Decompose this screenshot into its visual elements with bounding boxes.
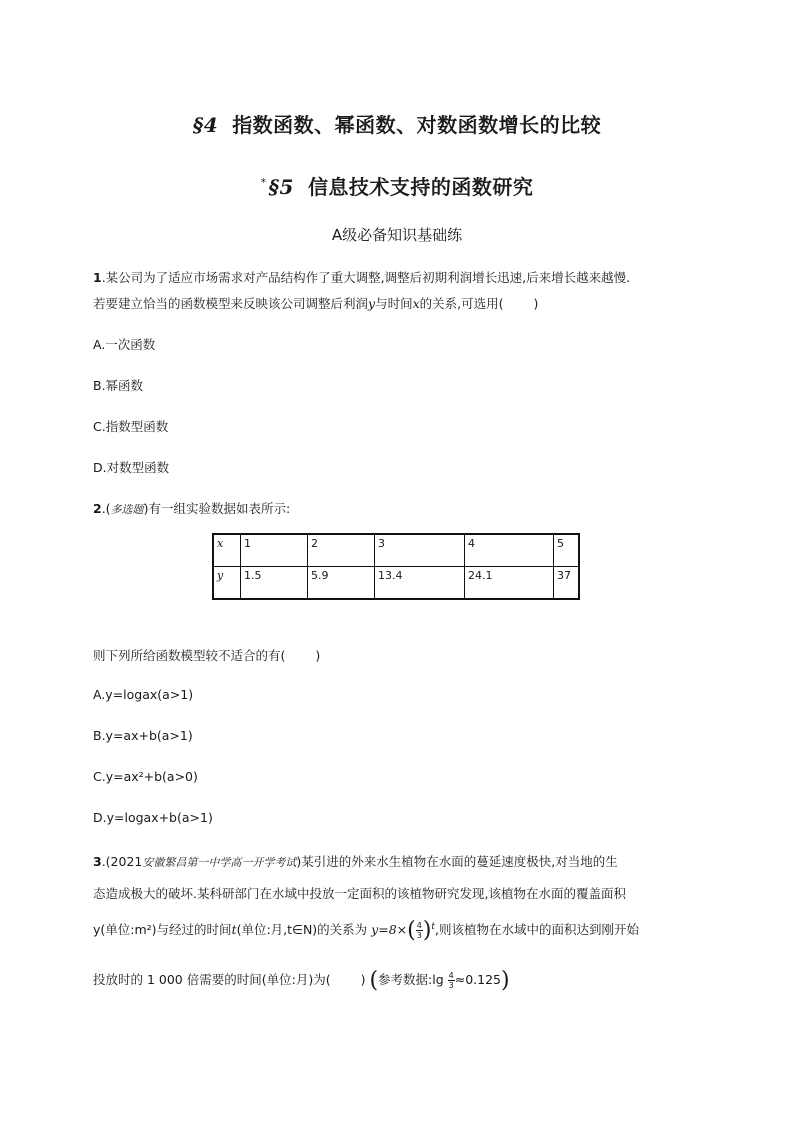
q2-option-a: A.y=logax(a>1) [93,687,194,702]
q3-text: .(2021 [101,854,143,869]
table-cell: x [213,534,241,567]
q3-var-t: t [231,922,237,937]
section-number: §4 [192,113,219,137]
q3-text: y(单位:m²)与经过的时间 [93,922,232,937]
section-title-5 [0,171,794,200]
q3-line2: 态造成极大的破坏.某科研部门在水域中投放一定面积的该植物研究发现,该植物在水面的覆盖面积 [93,886,626,901]
level-heading: A级必备知识基础练 [331,226,463,244]
table-cell: 37 [554,567,580,600]
q1-text: 的关系,可选用( [419,296,504,311]
q2-option-c: C.y=ax²+b(a>0) [93,769,198,784]
q3-text: 投放时的 1 000 倍需要的时间(单位:月)为( [93,972,331,987]
q2-option-d: D.y=logax+b(a>1) [93,810,213,825]
table-cell: 1.5 [241,567,308,600]
q1-paren-close: ) [533,296,539,311]
frac-numerator: 4 [448,971,454,980]
q3-reference-label: 参考数据:lg [378,972,444,987]
q3-line3: y(单位:m²)与经过的时间t(单位:月,t∈N)的关系为 y=8×( $\frac{4}{3}$ )$^t$,则该植物在水域中的面积达到刚开始 [93,918,640,943]
q1-var-x: x [412,296,420,311]
q2-paren-close: ) [315,648,321,663]
section-number: §5 [268,175,294,199]
q3-text: t∈N)的关系为 [287,922,368,937]
q3-exponent: t [431,921,436,932]
optional-star: * [260,176,267,190]
q3-line1 [93,852,618,870]
section-title-4 [0,109,794,138]
table-cell: y [213,567,241,600]
q2-text: .( [101,501,111,516]
table-row [213,534,579,567]
q3-number: 3 [93,854,102,869]
q2-tag: 多选题 [110,503,144,516]
table-row [213,567,579,600]
q1-line1 [93,268,630,286]
q1-option-c: C.指数型函数 [93,419,169,434]
q1-option-d: D.对数型函数 [93,460,170,475]
data-table [212,533,580,600]
table-cell: 1 [241,534,308,567]
q1-text: 与时间 [375,296,413,311]
q3-source-tag: 安徽繁昌第一中学高一开学考试 [142,856,297,869]
q1-line2 [93,294,538,312]
q3-line4: 投放时的 1 000 倍需要的时间(单位:月)为( ) (参考数据:lg $\frac{4}{3}$ ≈0.125) [93,968,510,993]
q3-text: )某引进的外来水生植物在水面的蔓延速度极快,对当地的生 [296,854,618,869]
q3-formula: y=8× [371,922,408,937]
frac-denominator: 3 [448,981,454,990]
q2-text: )有一组实验数据如表所示: [143,501,291,516]
q3-ref-fraction [448,971,455,990]
frac-denominator: 3 [416,931,422,940]
q1-number: 1 [93,270,102,285]
q3-reference-value: ≈0.125 [454,972,502,987]
table-cell: 3 [375,534,465,567]
q1-text: 若要建立恰当的函数模型来反映该公司调整后利润 [93,296,369,311]
table-cell: 5 [554,534,580,567]
q2-number: 2 [93,501,102,516]
q2-option-b: B.y=ax+b(a>1) [93,728,193,743]
frac-numerator: 4 [416,921,422,930]
table-cell: 2 [308,534,375,567]
q1-text: .某公司为了适应市场需求对产品结构作了重大调整,调整后初期利润增长迅速,后来增长越来越慢. [101,270,631,285]
q2-line1 [93,499,290,517]
q3-text: ,则该植物在水域中的面积达到刚开始 [435,922,640,937]
section-title-text: 信息技术支持的函数研究 [307,175,534,199]
section-title-text: 指数函数、幂函数、对数函数增长的比较 [232,113,602,137]
q3-text: (单位:月, [236,922,288,937]
table-cell: 4 [465,534,554,567]
q2-question [93,646,320,664]
q1-var-y: y [368,296,376,311]
table-cell: 13.4 [375,567,465,600]
q2-text: 则下列所给函数模型较不适合的有( [93,648,286,663]
q1-option-a: A.一次函数 [93,337,156,352]
q3-fraction [416,921,423,940]
table-cell: 24.1 [465,567,554,600]
q3-paren-close: ) [360,972,366,987]
q1-option-b: B.幂函数 [93,378,144,393]
table-cell: 5.9 [308,567,375,600]
